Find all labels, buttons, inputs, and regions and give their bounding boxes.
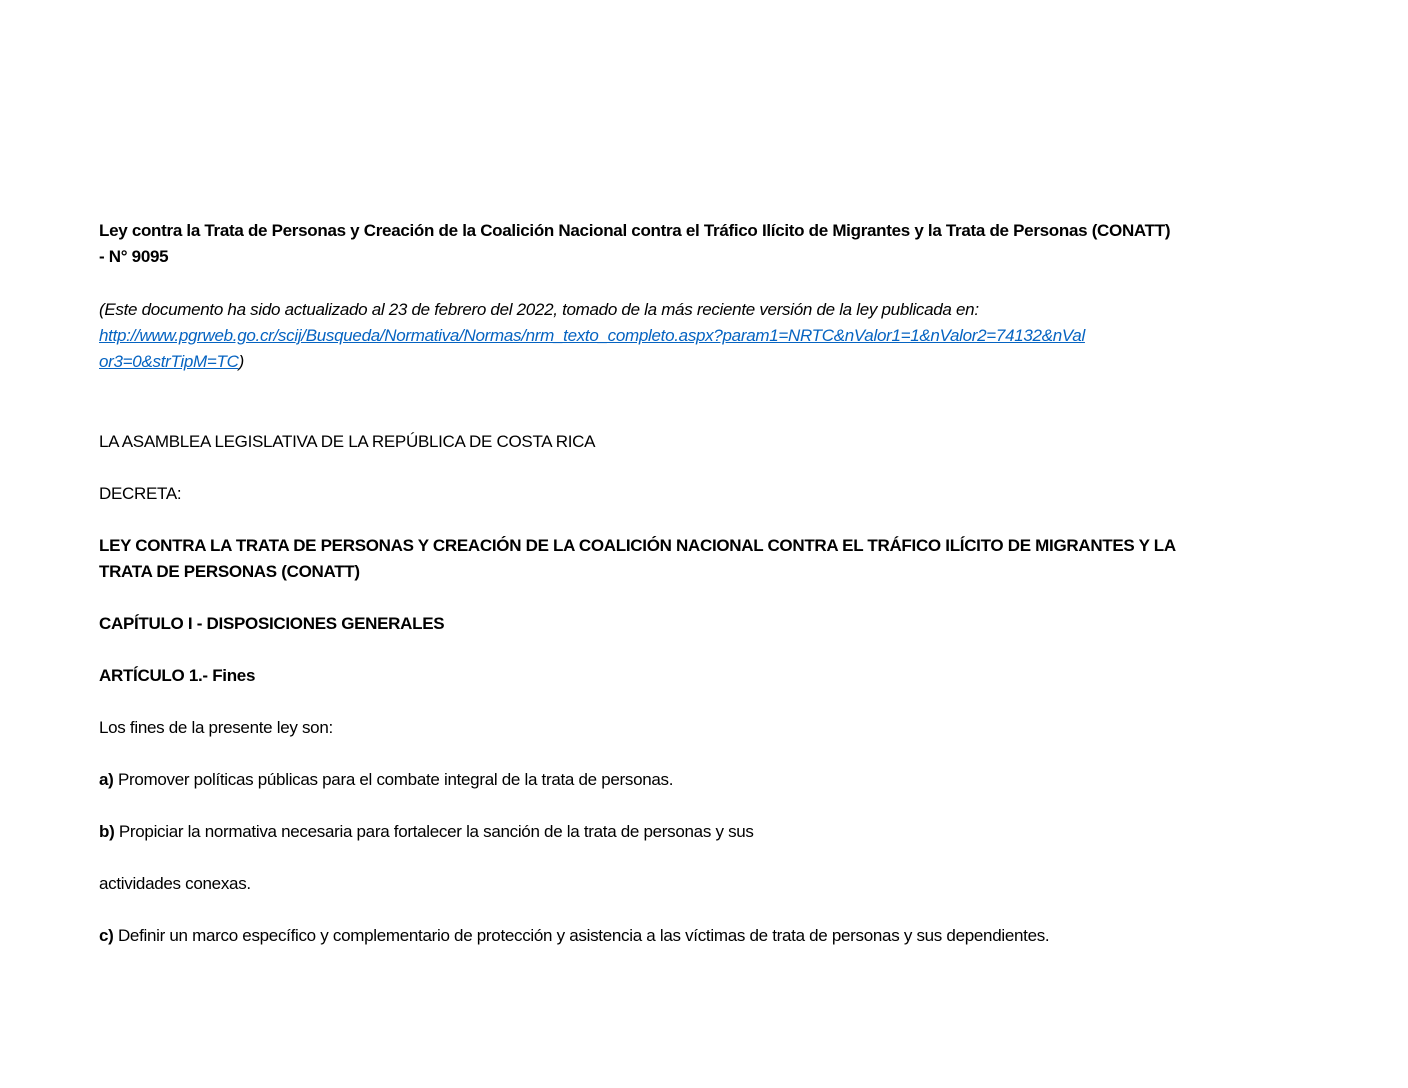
- list-item: [99, 767, 673, 793]
- list-item-continuation: [99, 871, 251, 897]
- chapter-heading: CAPÍTULO I - DISPOSICIONES GENERALES: [99, 614, 445, 633]
- list-item: [99, 923, 1049, 949]
- law-title-line-1: LEY CONTRA LA TRATA DE PERSONAS Y CREACIÓN DE LA COALICIÓN NACIONAL CONTRA EL TRÁFICO ILÍCITO DE MIGRANTES Y LA: [99, 536, 1176, 555]
- item-text: Propiciar la normativa necesaria para fortalecer la sanción de la trata de personas y sus: [114, 822, 754, 841]
- item-text: Definir un marco específico y complementario de protección y asistencia a las víctimas de trata de personas y sus dependientes.: [113, 926, 1050, 945]
- source-link-continued[interactable]: or3=0&strTipM=TC: [99, 352, 239, 371]
- item-text: actividades conexas.: [99, 874, 251, 893]
- item-label: c): [99, 926, 114, 945]
- item-label: a): [99, 770, 114, 789]
- source-link-line-1[interactable]: [99, 323, 1085, 349]
- item-label: b): [99, 822, 115, 841]
- list-item: [99, 819, 754, 845]
- source-link-line-2[interactable]: [99, 349, 244, 375]
- document-title-line-2: - N° 9095: [99, 247, 169, 266]
- document-title-line-1: Ley contra la Trata de Personas y Creación de la Coalición Nacional contra el Tráfico Ilícito de Migrantes y la Trata de Personas (CONATT): [99, 221, 1171, 240]
- assembly-heading: LA ASAMBLEA LEGISLATIVA DE LA REPÚBLICA DE COSTA RICA: [99, 432, 596, 451]
- item-text: Promover políticas públicas para el combate integral de la trata de personas.: [113, 770, 674, 789]
- article-intro: Los fines de la presente ley son:: [99, 718, 333, 737]
- update-note: (Este documento ha sido actualizado al 23 de febrero del 2022, tomado de la más reciente versión de la ley publicada en:: [99, 300, 979, 319]
- decreta-heading: DECRETA:: [99, 484, 182, 503]
- article-heading: ARTÍCULO 1.- Fines: [99, 666, 256, 685]
- note-close-paren: ): [238, 352, 244, 371]
- source-link[interactable]: http://www.pgrweb.go.cr/scij/Busqueda/Normativa/Normas/nrm_texto_completo.aspx?param1=NRTC&nValor1=1&nValor2=74132&nVal: [99, 326, 1085, 345]
- law-title-line-2: TRATA DE PERSONAS (CONATT): [99, 562, 360, 581]
